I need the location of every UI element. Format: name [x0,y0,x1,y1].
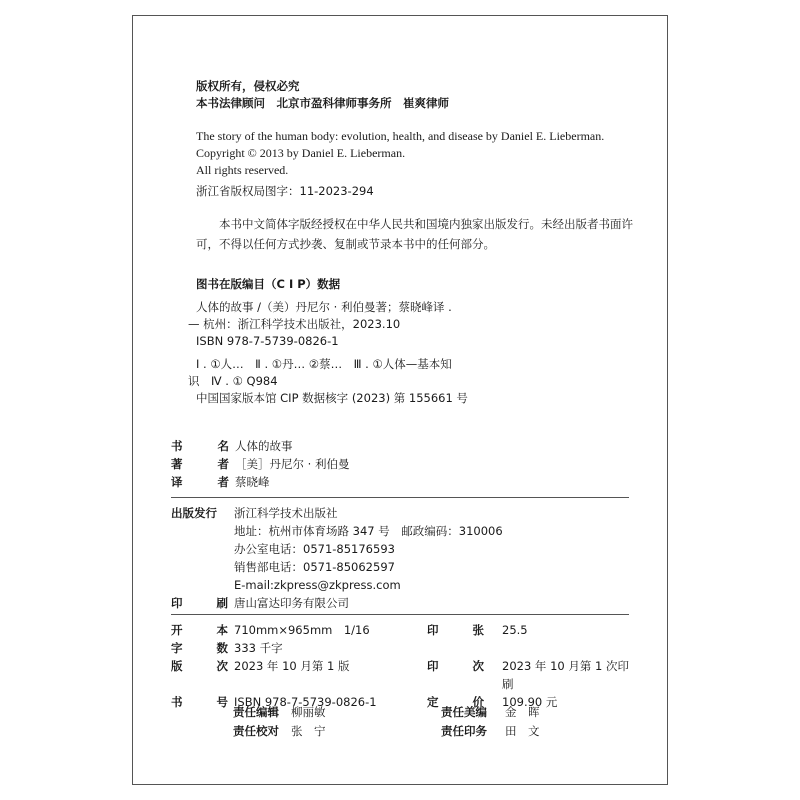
art-editor-name: 金 晖 [505,705,540,719]
cip-line-3: ISBN 978-7-5739-0826-1 [196,334,339,348]
book-info [171,437,629,491]
book-title: 人体的故事 [235,439,293,453]
proofreader-name: 张 宁 [291,724,326,738]
specs-table [171,621,629,711]
format-value: 710mm×965mm 1/16 [234,623,370,637]
cip-line-6: 中国国家版本馆 CIP 数据核字 (2023) 第 155661 号 [196,391,468,405]
publisher-row: 出版发行 浙江科学技术出版社 [171,504,629,522]
cip-line-2: — 杭州：浙江科学技术出版社，2023.10 [188,317,401,331]
cip-line-5: 识 Ⅳ . ① Q984 [188,374,278,388]
print-manager-name: 田 文 [505,724,540,738]
publisher-name: 浙江科学技术出版社 [234,506,338,520]
page-content [188,78,636,407]
book-author: ［美］丹尼尔 · 利伯曼 [235,457,350,471]
art-editor-label: 责任美编 [441,705,487,719]
sheets-value: 25.5 [502,623,528,637]
book-author-row: 著 者 ［美］丹尼尔 · 利伯曼 [171,457,350,471]
cip-line-1: 人体的故事 /（美）丹尼尔 · 利伯曼著；蔡晓峰译 . [196,300,452,314]
original-title: The story of the human body: evolution, health, and disease by Daniel E. Lieberman. [196,129,605,143]
cip-heading: 图书在版编目（C I P）数据 [196,277,341,291]
price-value: 109.90 元 [502,695,558,709]
specs-row-3: 版 次 2023 年 10 月第 1 版 印 次 2023 年 10 月第 1 次印刷 [171,659,629,691]
print-manager-label: 责任印务 [441,724,487,738]
staff-credits [233,703,633,741]
editor-name: 柳丽敏 [291,705,326,719]
edition-value: 2023 年 10 月第 1 版 [234,659,350,673]
original-rights: All rights reserved. [196,163,289,177]
divider-2 [171,614,629,615]
specs-row-1: 开 本 710mm×965mm 1/16 印 张 25.5 [171,621,629,639]
printer-row: 印 刷 唐山富达印务有限公司 [171,594,629,612]
book-translator-row: 译 者 蔡晓峰 [171,475,270,489]
specs-row-4: 书 号 ISBN 978-7-5739-0826-1 定 价 109.90 元 [171,693,629,711]
publisher-address: 地址：杭州市体育场路 347 号 邮政编码：310006 [234,524,503,538]
legal-advisor: 本书法律顾问 北京市盈科律师事务所 崔爽律师 [196,96,449,110]
printing-value: 2023 年 10 月第 1 次印刷 [502,659,629,691]
divider-1 [171,497,629,498]
printer-name: 唐山富达印务有限公司 [234,596,349,610]
sales-phone: 销售部电话：0571-85062597 [234,560,395,574]
cip-line-4: Ⅰ . ①人… Ⅱ . ①丹… ②蔡… Ⅲ . ①人体—基本知 [196,357,452,371]
rights-notice: 版权所有，侵权必究 [196,79,300,93]
publisher-email: E-mail:zkpress@zkpress.com [234,578,401,592]
publisher-info [171,504,629,612]
isbn-value: ISBN 978-7-5739-0826-1 [234,695,377,709]
book-translator: 蔡晓峰 [235,475,270,489]
book-title-row: 书 名 人体的故事 [171,439,293,453]
staff-row-1 [233,703,633,722]
editor-label: 责任编辑 [233,705,279,719]
proofreader-label: 责任校对 [233,724,279,738]
specs-row-2: 字 数 333 千字 [171,639,629,657]
authorization-notice: 本书中文简体字版经授权在中华人民共和国境内独家出版发行。未经出版者书面许可，不得以任何方式抄袭、复制或节录本书中的任何部分。 [196,217,633,251]
words-value: 333 千字 [234,641,283,655]
original-copyright: Copyright © 2013 by Daniel E. Lieberman. [196,146,406,160]
staff-row-2 [233,722,633,741]
office-phone: 办公室电话：0571-85176593 [234,542,395,556]
contract-number: 浙江省版权局图字：11-2023-294 [196,184,374,198]
copyright-page [132,15,668,785]
